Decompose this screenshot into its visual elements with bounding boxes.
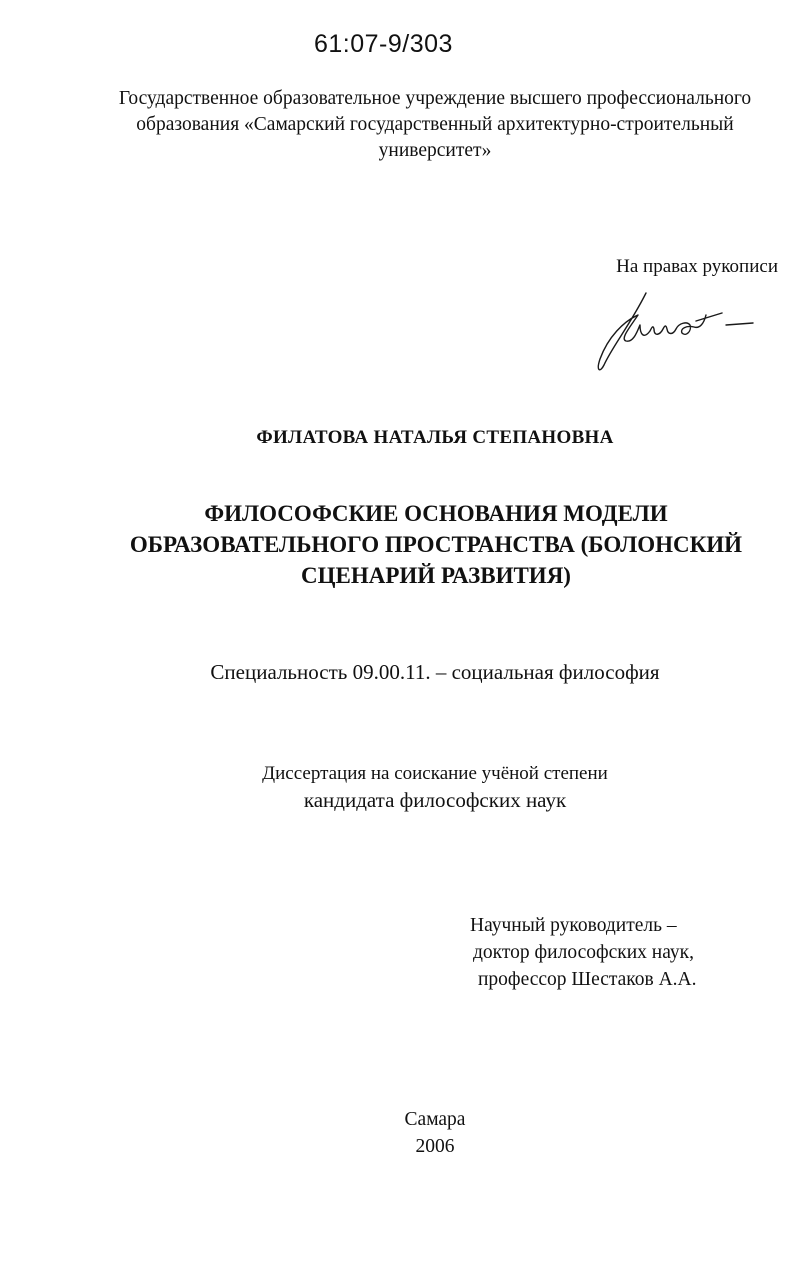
degree-statement	[0, 760, 799, 814]
supervisor-line-3: профессор Шестаков А.А.	[478, 969, 697, 990]
author-name: ФИЛАТОВА НАТАЛЬЯ СТЕПАНОВНА	[256, 427, 614, 448]
institution-line-2: образования «Самарский государственный архитектурно-строительный	[136, 114, 734, 135]
institution-name	[80, 86, 790, 164]
year: 2006	[415, 1136, 455, 1157]
author-signature	[590, 285, 765, 375]
dissertation-title	[60, 498, 799, 591]
place-and-year	[0, 1106, 799, 1160]
degree-line-1: Диссертация на соискание учёной степени	[262, 763, 608, 784]
degree-line-2: кандидата философских наук	[303, 788, 567, 812]
title-line-2: ОБРАЗОВАТЕЛЬНОГО ПРОСТРАНСТВА (БОЛОНСКИЙ	[129, 532, 743, 557]
city: Самара	[404, 1109, 466, 1130]
supervisor-line-1: Научный руководитель –	[470, 915, 677, 936]
supervisor-line-2: доктор философских наук,	[473, 942, 694, 963]
institution-line-1: Государственное образовательное учреждение высшего профессионального	[118, 88, 752, 109]
supervisor-block	[470, 912, 770, 993]
archive-stamp-code: 61:07-9/303	[314, 30, 453, 58]
title-line-1: ФИЛОСОФСКИЕ ОСНОВАНИЯ МОДЕЛИ	[204, 501, 668, 526]
institution-line-3: университет»	[378, 140, 492, 161]
specialty-line: Специальность 09.00.11. – социальная философия	[210, 660, 660, 684]
title-line-3: СЦЕНАРИЙ РАЗВИТИЯ)	[301, 563, 571, 588]
manuscript-rights-note: На правах рукописи	[616, 256, 778, 277]
